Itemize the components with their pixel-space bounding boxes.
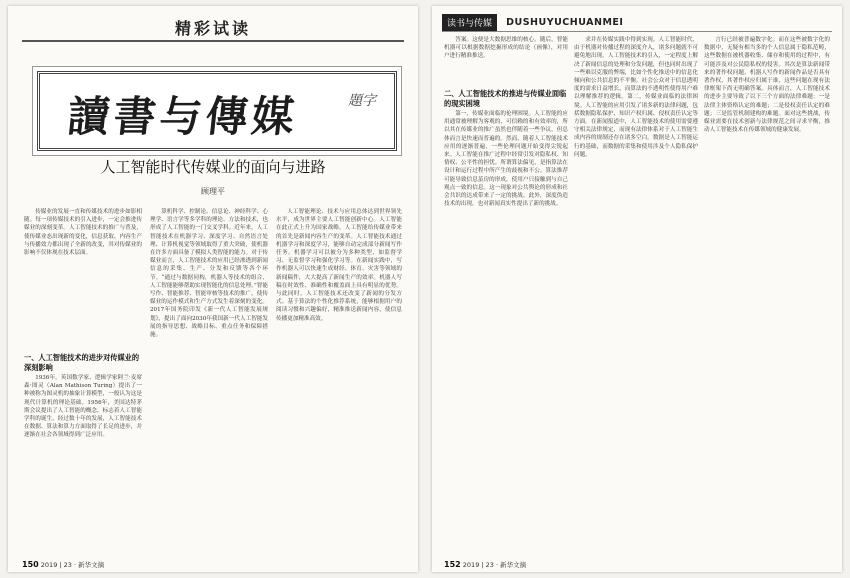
column-banner [32,66,402,156]
page-number: 150 [22,560,39,569]
calligraphy-title: 讀書与傳媒 [65,92,301,141]
page-number: 152 [444,560,461,569]
body-column-2 [574,36,698,555]
right-page [432,6,842,572]
body-column-3 [704,36,830,555]
issue-info: 2019 | 23 · 新华文摘 [462,561,527,569]
calligraphy-seal: 題字 [348,93,376,109]
body-column-1 [24,208,142,348]
paragraph: 答案。这便是大数据思维的核心。随后，智能机器可以根据数据挖掘形成的结论（画像），对用户进行精准推送。 [444,37,568,60]
paragraph: 人工智能理论、技术与应用总体达到世界领先水平，成为世界主要人工智能创新中心。人工智能在此正式上升为国家战略。人工智能给传媒业带来的首先是新闻内容生产的变革。人工智能技术通过机器学习和深度学习，能够自动完成部分新闻写作任务。机器学习可以被分为多种类型，如监督学习、无监督学习和强化学习等。在新闻实践中，写作机器人可以快速生成财经、体育、灾害等领域的新闻稿件，大大提高了新闻生产的效率。机器人写稿在时效性、准确性和覆盖面上具有明显的优势。与此同时，人工智能技术还改变了新闻的分发方式。基于算法的个性化推荐系统，能够根据用户的阅读习惯和兴趣偏好，精准推送新闻内容，使信息传播更加精准高效。 [276,209,402,322]
body-column-1 [444,36,568,84]
column-pinyin: DUSHUYUCHUANMEI [506,17,624,28]
page-footer-left [22,560,104,569]
paragraph: 1936年，英国数学家、逻辑学家阿兰·麦席森·图灵（Alan Mathison Turing）提出了一种被称为图灵机的抽象计算模型，一般认为这是现代计算机的理论基础。1956年，美国达特茅斯会议提出了人工智能的概念，标志着人工智能学科的诞生。经过数十年的发展，人工智能技术在数据、算法和算力方面取得了长足的进步，并逐渐在社会各领域得到广泛应用。 [24,375,142,439]
article-author: 顾理平 [201,187,225,196]
header-rule [442,31,832,32]
paragraph: 言行已经被普遍数字化。而在这些被数字化的数据中，无疑有相当多的个人信息属于隐私范畴，这些数据在被机器收集、储存和使用的过程中，有可能涉及对公民隐私权的侵害。其次是算法新闻带来的著作权问题。机器人写作的新闻作品是否具有著作权，其著作权应归属于谁，这些问题在现有法律框架下尚无明确答案。具体而言，人工智能技术的进步主要导致了以下三个方面的法律难题：一是法律主体资格认定的难题；二是侵权责任认定的难题；三是监管机制建构的难题。面对这些挑战，传媒业需要在技术创新与法律规范之间寻求平衡，推动人工智能技术在传媒领域的健康发展。 [704,37,830,134]
section-heading-1: 一、人工智能技术的进步对传媒业的深刻影响 [24,353,140,372]
paragraph: 算机科学、控制论、信息论、神经科学、心理学、语言学等多学科的理论、方法和技术，也形成了人工智能的一门交叉学科。近年来，人工智能技术在机器学习、深度学习、自然语言处理、计算机视觉等领域取得了重大突破，使机器在许多方面具备了模拟人类智能的能力。对于传媒业而言，人工智能技术的应用已经渗透到新闻信息的采集、生产、分发和反馈等各个环节。“通过与数据同构，机器人等技术的组合，人工智能能够帮助实现智能化的信息处理。”智能写作、智能推荐、智能审核等技术的推广，使传媒业的运作模式和生产方式发生着深刻的变化。2017年国务院印发《新一代人工智能发展规划》，提出了面向2030年我国新一代人工智能发展的指导思想、战略目标、重点任务和保障措施。 [150,209,268,339]
paragraph: 求并在传媒实践中得到实现。人工智能时代，由于机器对传播过程的深度介入，诸多问题就不可避免地出现。人工智能技术的引入，一定程度上解决了新闻信息的处理和分发问题，但也同时出现了一些难以克服的弊端，比如个性化推送中的信息化倾向和公共信息的不平衡。社会公众对于信息透明度的需求日益增长，而算法的不透明性使得用户难以理解推荐的逻辑。第二，传媒业面临的法律困境。人工智能的应用引发了诸多新的法律问题，包括数据隐私保护、知识产权归属、侵权责任认定等方面。在新闻报道中，人工智能技术的使用需要遵守相关法律规定，而现有法律体系对于人工智能生成内容的规制还存在诸多空白。数据是人工智能运行的基础，而数据的采集和使用涉及个人隐私保护问题。 [574,37,698,158]
body-column-1-continued [24,374,142,554]
body-column-3 [276,208,402,553]
issue-info: 2019 | 23 · 新华文摘 [40,561,105,569]
body-column-2 [150,208,268,553]
page-footer-right [444,560,526,569]
body-column-1-continued [444,110,568,555]
left-page [8,6,418,572]
column-tag: 读书与传媒 [442,14,497,31]
paragraph: 第一，传媒业面临的伦理困境。人工智能的应用通常被理解为客观的，可信赖的和有效率的，所以其在传媒业的推广虽然也伴随着一些争议，但总体而言是快速而普遍的。然而，随着人工智能技术应用的逐渐普遍，一些伦理问题开始变得尖锐起来。人工智能在推广过程中经常引发对隐私权、知情权、公平性的担忧。所谓算法偏见，是指算法在设计和运行过程中所产生的歧视和不公。算法推荐可能导致信息茧房的形成，使用户只接触到与自己观点一致的信息。这一现象对公共舆论的形成和社会共识的达成带来了一定的挑战。此外，深度伪造技术的出现，也对新闻真实性提出了新的挑战。 [444,111,568,208]
section-heading-2: 二、人工智能技术的推进与传媒业面临的现实困境 [444,89,567,108]
section-title: 精彩试读 [165,16,261,39]
banner-frame [37,71,397,151]
section-header [22,12,404,42]
paragraph: 传媒业的发展一直和传媒技术的进步如影相随。每一项传媒技术的引入进步，一定会推进传媒业的深刻变革。人工智能技术的推广与普及，使传媒业态出现新的变化，信息获取、内容生产与传播效力都出现了全新的改变，其对传媒业的影响不仅体现在技术层面。 [24,209,142,257]
running-header [442,12,623,30]
article-title: 人工智能时代传媒业的面向与进路 [100,158,326,176]
